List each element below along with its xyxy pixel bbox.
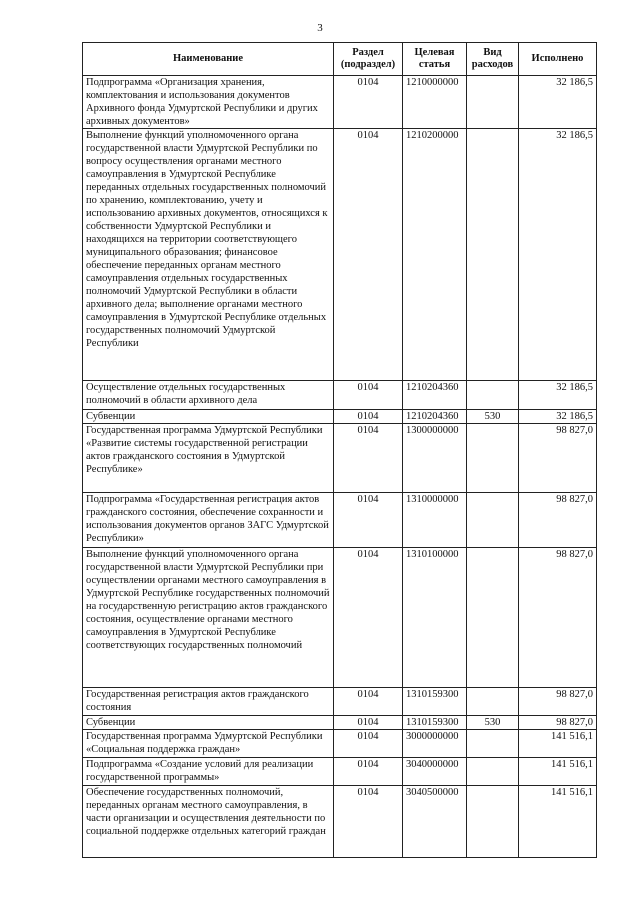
- row-section: 0104: [334, 758, 403, 786]
- header-done: Исполнено: [519, 43, 597, 76]
- row-target: 1210204360: [403, 410, 467, 424]
- row-section: 0104: [334, 410, 403, 424]
- row-done: 98 827,0: [519, 688, 597, 716]
- row-name: Субвенции: [83, 716, 334, 730]
- row-name: Выполнение функций уполномоченного органа государственной власти Удмуртской Республики при осуществлении органами местного самоуправления в Удмуртской Республике государственных полномочий на государственную регистрацию актов гражданского состояния, осуществление органами местного самоуправления в Удмуртской Республике соответствующих государственных полномочий: [83, 548, 334, 688]
- row-section: 0104: [334, 730, 403, 758]
- table-row: [83, 688, 597, 716]
- table-row: [83, 786, 597, 858]
- row-target: 1210000000: [403, 76, 467, 129]
- table-row: [83, 716, 597, 730]
- table-row: [83, 548, 597, 688]
- row-section: 0104: [334, 688, 403, 716]
- row-expense: [467, 688, 519, 716]
- row-section: 0104: [334, 716, 403, 730]
- header-expense: Вид расходов: [467, 43, 519, 76]
- table-row: [83, 493, 597, 548]
- row-done: 32 186,5: [519, 129, 597, 381]
- row-target: 1310100000: [403, 548, 467, 688]
- row-target: 3040000000: [403, 758, 467, 786]
- table-row: [83, 730, 597, 758]
- row-done: 141 516,1: [519, 730, 597, 758]
- table-row: [83, 76, 597, 129]
- row-done: 98 827,0: [519, 424, 597, 493]
- row-target: 3040500000: [403, 786, 467, 858]
- header-name: Наименование: [83, 43, 334, 76]
- row-section: 0104: [334, 424, 403, 493]
- row-expense: [467, 129, 519, 381]
- row-expense: [467, 758, 519, 786]
- row-section: 0104: [334, 129, 403, 381]
- row-expense: 530: [467, 410, 519, 424]
- row-done: 98 827,0: [519, 548, 597, 688]
- row-section: 0104: [334, 548, 403, 688]
- header-section: Раздел (подраздел): [334, 43, 403, 76]
- row-name: Государственная программа Удмуртской Республики «Развитие системы государственной регистрации актов гражданского состояния в Удмуртской Республике»: [83, 424, 334, 493]
- row-section: 0104: [334, 786, 403, 858]
- row-target: 1210204360: [403, 381, 467, 410]
- row-expense: 530: [467, 716, 519, 730]
- row-target: 1310159300: [403, 688, 467, 716]
- row-expense: [467, 424, 519, 493]
- row-expense: [467, 76, 519, 129]
- header-target: Целевая статья: [403, 43, 467, 76]
- row-section: 0104: [334, 493, 403, 548]
- row-expense: [467, 493, 519, 548]
- row-name: Подпрограмма «Организация хранения, комплектования и использования документов Архивного фонда Удмуртской Республики и других архивных документов»: [83, 76, 334, 129]
- page-number: 3: [317, 22, 323, 34]
- table-row: [83, 381, 597, 410]
- row-done: 98 827,0: [519, 493, 597, 548]
- row-target: 1310000000: [403, 493, 467, 548]
- row-done: 32 186,5: [519, 76, 597, 129]
- row-target: 3000000000: [403, 730, 467, 758]
- row-name: Государственная программа Удмуртской Республики «Социальная поддержка граждан»: [83, 730, 334, 758]
- row-expense: [467, 381, 519, 410]
- row-section: 0104: [334, 381, 403, 410]
- table-row: [83, 410, 597, 424]
- row-name: Субвенции: [83, 410, 334, 424]
- table-header-row: [83, 43, 597, 76]
- row-done: 98 827,0: [519, 716, 597, 730]
- row-name: Подпрограмма «Создание условий для реализации государственной программы»: [83, 758, 334, 786]
- row-name: Обеспечение государственных полномочий, переданных органам местного самоуправления, в части организации и осуществления деятельности по социальной поддержке отдельных категорий граждан: [83, 786, 334, 858]
- row-name: Выполнение функций уполномоченного органа государственной власти Удмуртской Республики по вопросу осуществления органами местного самоуправления в Удмуртской Республике переданных отдельных государственных полномочий по хранению, комплектованию, учету и использованию архивных документов, относящихся к собственности Удмуртской Республики и находящихся на территории соответствующего муниципального образования; финансовое обеспечение переданных органам местного самоуправления отдельных государственных полномочий Удмуртской Республики в области архивного дела; выполнение органами местного самоуправления в Удмуртской Республике отдельных государственных полномочий Удмуртской Республики: [83, 129, 334, 381]
- budget-table: [82, 42, 597, 858]
- row-expense: [467, 730, 519, 758]
- row-expense: [467, 786, 519, 858]
- row-target: 1310159300: [403, 716, 467, 730]
- row-done: 141 516,1: [519, 786, 597, 858]
- row-name: Осуществление отдельных государственных полномочий в области архивного дела: [83, 381, 334, 410]
- row-target: 1210200000: [403, 129, 467, 381]
- row-section: 0104: [334, 76, 403, 129]
- row-done: 32 186,5: [519, 381, 597, 410]
- row-done: 32 186,5: [519, 410, 597, 424]
- table-row: [83, 758, 597, 786]
- table-row: [83, 129, 597, 381]
- row-expense: [467, 548, 519, 688]
- row-name: Государственная регистрация актов гражданского состояния: [83, 688, 334, 716]
- table-row: [83, 424, 597, 493]
- row-name: Подпрограмма «Государственная регистрация актов гражданского состояния, обеспечение сохранности и использования документов органов ЗАГС Удмуртской Республики»: [83, 493, 334, 548]
- row-done: 141 516,1: [519, 758, 597, 786]
- row-target: 1300000000: [403, 424, 467, 493]
